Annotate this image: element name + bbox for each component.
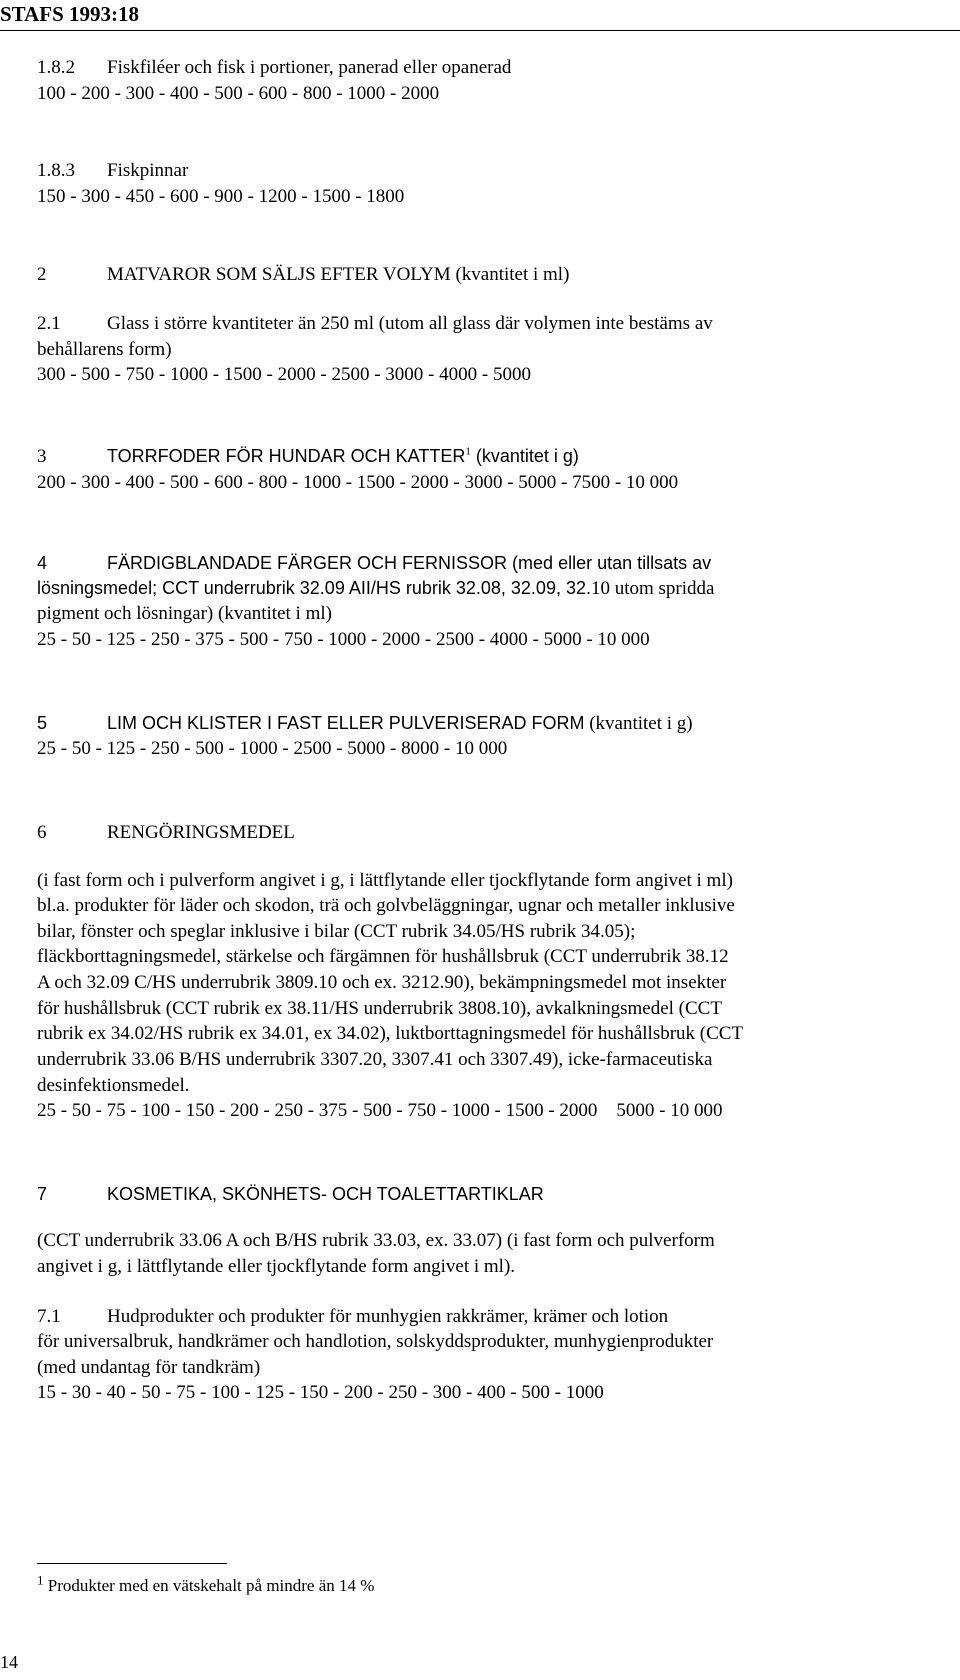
section-number: 1.8.3 — [37, 160, 75, 182]
section-number: 3 — [37, 446, 47, 468]
footnote — [37, 1572, 375, 1598]
section-1-8-2 — [37, 55, 927, 106]
section-heading: Fiskfiléer och fisk i portioner, panerad eller opanerad — [107, 57, 512, 78]
section-heading-cont: behållarens form) — [37, 338, 172, 360]
section-number: 6 — [37, 821, 47, 843]
section-text-line: underrubrik 33.06 B/HS underrubrik 3307.20, 3307.41 och 3307.49), icke-farmaceutiska — [37, 1049, 713, 1071]
section-text-line: (i fast form och i pulverform angivet i g, i lättflytande eller tjockflytande form angivet i ml) — [37, 869, 733, 891]
section-text-line: för universalbruk, handkrämer och handlotion, solskyddsprodukter, munhygienprodukter — [37, 1331, 714, 1353]
section-number: 4 — [37, 553, 48, 574]
section-text-line: pigment och lösningar) (kvantitet i ml) — [37, 603, 332, 625]
section-text-line: fläckborttagningsmedel, stärkelse och färgämnen för hushållsbruk (CCT underrubrik 38.12 — [37, 946, 729, 968]
section-text-line: för hushållsbruk (CCT rubrik ex 38.11/HS underrubrik 3808.10), avkalkningsmedel (CCT — [37, 997, 722, 1019]
page-number: 14 — [0, 1652, 18, 1672]
footnote-rule — [37, 1563, 227, 1564]
section-number: 7.1 — [37, 1305, 61, 1327]
footnote-ref: 1 — [465, 445, 471, 458]
quantity-values: 300 - 500 - 750 - 1000 - 1500 - 2000 - 2500 - 3000 - 4000 - 5000 — [37, 364, 531, 386]
section-5 — [37, 711, 927, 762]
section-text-line: (CCT underrubrik 33.06 A och B/HS rubrik 33.03, ex. 33.07) (i fast form och pulverform — [37, 1230, 715, 1252]
section-text-line: (med undantag för tandkräm) — [37, 1356, 261, 1378]
section-4 — [37, 551, 927, 652]
section-heading: KOSMETIKA, SKÖNHETS- OCH TOALETTARTIKLAR — [107, 1183, 544, 1204]
section-number: 1.8.2 — [37, 57, 75, 78]
section-3 — [37, 444, 927, 495]
section-text-line: desinfektionsmedel. — [37, 1074, 190, 1096]
quantity-values: 25 - 50 - 75 - 100 - 150 - 200 - 250 - 375 - 500 - 750 - 1000 - 1500 - 2000 5000 - 10 000 — [37, 1100, 723, 1122]
document-header: STAFS 1993:18 — [0, 2, 140, 26]
quantity-values: 25 - 50 - 125 - 250 - 500 - 1000 - 2500 - 5000 - 8000 - 10 000 — [37, 738, 508, 760]
section-1-8-3 — [37, 158, 927, 209]
section-number: 2 — [37, 263, 47, 285]
section-number: 2.1 — [37, 313, 61, 335]
section-heading: Hudprodukter och produkter för munhygien rakkrämer, krämer och lotion — [107, 1305, 669, 1327]
section-text-line: bilar, fönster och speglar inklusive i bilar (CCT rubrik 34.05/HS rubrik 34.05); — [37, 920, 636, 942]
section-heading: Fiskpinnar — [107, 160, 189, 182]
section-text-line: angivet i g, i lättflytande eller tjockflytande form angivet i ml). — [37, 1255, 516, 1277]
section-heading-tail: (kvantitet i g) — [470, 446, 579, 467]
section-text-line-tail: 10 utom spridda — [590, 577, 715, 599]
section-heading: MATVAROR SOM SÄLJS EFTER VOLYM (kvantitet i ml) — [107, 263, 570, 285]
section-text-line: bl.a. produkter för läder och skodon, trä och golvbeläggningar, ugnar och metaller inklusive — [37, 895, 735, 917]
section-2-1 — [37, 311, 927, 388]
footnote-text: Produkter med en vätskehalt på mindre än 14 % — [47, 1576, 375, 1595]
section-heading: Glass i större kvantiteter än 250 ml (utom all glass där volymen inte bestäms av — [107, 313, 713, 335]
section-text-line: A och 32.09 C/HS underrubrik 3809.10 och ex. 3212.90), bekämpningsmedel mot insekter — [37, 972, 727, 994]
section-heading: TORRFODER FÖR HUNDAR OCH KATTER — [107, 446, 466, 467]
quantity-values: 25 - 50 - 125 - 250 - 375 - 500 - 750 - 1000 - 2000 - 2500 - 4000 - 5000 - 10 000 — [37, 628, 650, 650]
section-7 — [37, 1182, 927, 1280]
section-number: 7 — [37, 1183, 48, 1204]
section-text-line: lösningsmedel; CCT underrubrik 32.09 AII/HS rubrik 32.08, 32.09, 32. — [37, 577, 591, 598]
section-7-1 — [37, 1304, 927, 1407]
section-6 — [37, 820, 927, 1124]
document-body — [37, 55, 927, 1406]
footnote-marker: 1 — [37, 1572, 44, 1588]
section-2 — [37, 262, 927, 288]
quantity-values: 15 - 30 - 40 - 50 - 75 - 100 - 125 - 150 - 200 - 250 - 300 - 400 - 500 - 1000 — [37, 1382, 604, 1404]
quantity-values: 150 - 300 - 450 - 600 - 900 - 1200 - 1500 - 1800 — [37, 185, 405, 207]
section-heading: FÄRDIGBLANDADE FÄRGER OCH FERNISSOR (med eller utan tillsats av — [107, 553, 712, 574]
section-heading-tail: (kvantitet i g) — [584, 712, 693, 734]
header-rule — [0, 30, 960, 31]
section-text-line: rubrik ex 34.02/HS rubrik ex 34.01, ex 34.02), luktborttagningsmedel för hushållsbruk (CCT — [37, 1023, 744, 1045]
section-number: 5 — [37, 712, 48, 733]
section-heading: RENGÖRINGSMEDEL — [107, 821, 295, 843]
quantity-values: 100 - 200 - 300 - 400 - 500 - 600 - 800 - 1000 - 2000 — [37, 82, 440, 104]
section-heading: LIM OCH KLISTER I FAST ELLER PULVERISERAD FORM — [107, 712, 585, 733]
quantity-values: 200 - 300 - 400 - 500 - 600 - 800 - 1000 - 1500 - 2000 - 3000 - 5000 - 7500 - 10 000 — [37, 471, 679, 493]
